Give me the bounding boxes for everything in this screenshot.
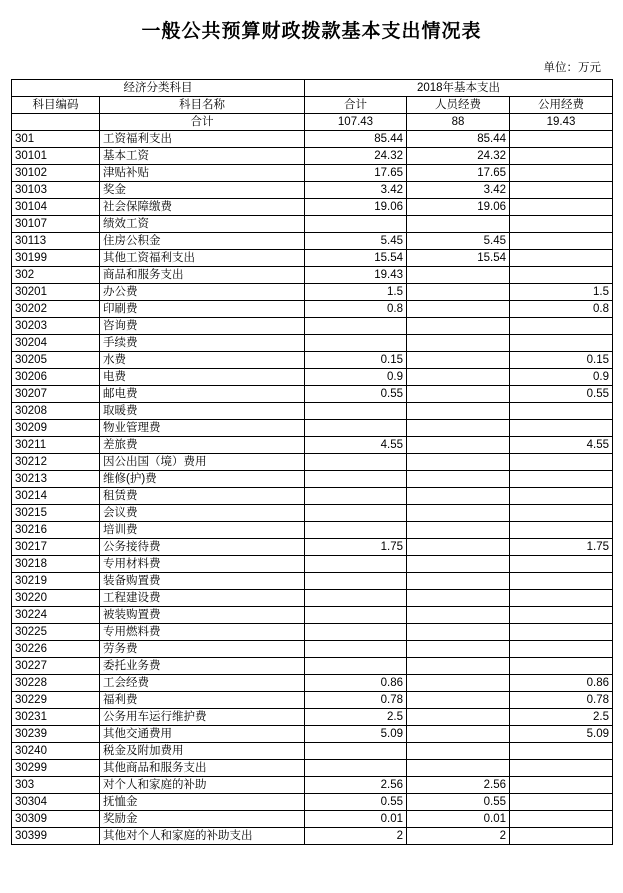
cell-name: 住房公积金: [100, 233, 305, 250]
cell-name: 税金及附加费用: [100, 743, 305, 760]
table-row: [12, 811, 613, 828]
cell-code: 30199: [12, 250, 100, 267]
cell-personnel: 2: [407, 828, 510, 845]
cell-personnel: [407, 624, 510, 641]
header-col-personnel: 人员经费: [407, 97, 510, 114]
cell-name: 印刷费: [100, 301, 305, 318]
cell-code: 30229: [12, 692, 100, 709]
cell-public: 0.9: [510, 369, 613, 386]
cell-total: 4.55: [305, 437, 407, 454]
cell-total: [305, 641, 407, 658]
cell-total: [305, 607, 407, 624]
cell-name: 邮电费: [100, 386, 305, 403]
cell-code: 30201: [12, 284, 100, 301]
cell-personnel: [407, 488, 510, 505]
cell-name: 电费: [100, 369, 305, 386]
cell-public: [510, 743, 613, 760]
cell-personnel: 24.32: [407, 148, 510, 165]
cell-total: 15.54: [305, 250, 407, 267]
cell-name: 其他工资福利支出: [100, 250, 305, 267]
cell-total: 0.55: [305, 794, 407, 811]
cell-public: 1.75: [510, 539, 613, 556]
cell-name: 会议费: [100, 505, 305, 522]
cell-total: 0.15: [305, 352, 407, 369]
cell-name: 租赁费: [100, 488, 305, 505]
cell-public: [510, 556, 613, 573]
cell-public: 0.86: [510, 675, 613, 692]
cell-name: 奖励金: [100, 811, 305, 828]
cell-name: 奖金: [100, 182, 305, 199]
cell-public: [510, 828, 613, 845]
cell-personnel: [407, 420, 510, 437]
cell-personnel: 85.44: [407, 131, 510, 148]
cell-public: 2.5: [510, 709, 613, 726]
cell-personnel: [407, 760, 510, 777]
cell-total: 0.55: [305, 386, 407, 403]
cell-code: 30399: [12, 828, 100, 845]
cell-public: 5.09: [510, 726, 613, 743]
cell-personnel: [407, 301, 510, 318]
cell-code: 30202: [12, 301, 100, 318]
cell-public: [510, 165, 613, 182]
cell-public: [510, 148, 613, 165]
table-header-column-row: [12, 97, 613, 114]
cell-name: 其他交通费用: [100, 726, 305, 743]
table-row: [12, 658, 613, 675]
table-row: [12, 641, 613, 658]
cell-total: [305, 624, 407, 641]
cell-public: [510, 182, 613, 199]
header-group-basic-expenditure-2018: 2018年基本支出: [305, 80, 613, 97]
table-row: [12, 743, 613, 760]
cell-public: [510, 590, 613, 607]
cell-name: 专用材料费: [100, 556, 305, 573]
cell-name: 福利费: [100, 692, 305, 709]
cell-total: 24.32: [305, 148, 407, 165]
cell-code: 303: [12, 777, 100, 794]
cell-code: 30218: [12, 556, 100, 573]
cell-public: [510, 267, 613, 284]
cell-personnel: [407, 692, 510, 709]
table-row: [12, 420, 613, 437]
table-body: [12, 114, 613, 845]
cell-total: [305, 318, 407, 335]
cell-total: 17.65: [305, 165, 407, 182]
table-row: [12, 369, 613, 386]
cell-code: 30215: [12, 505, 100, 522]
cell-code: 30208: [12, 403, 100, 420]
cell-code: 30226: [12, 641, 100, 658]
cell-public: [510, 420, 613, 437]
cell-name: 商品和服务支出: [100, 267, 305, 284]
cell-total: 3.42: [305, 182, 407, 199]
cell-name: 抚恤金: [100, 794, 305, 811]
cell-total: 2.56: [305, 777, 407, 794]
cell-personnel: [407, 454, 510, 471]
cell-name: 津贴补贴: [100, 165, 305, 182]
header-col-name: 科目名称: [100, 97, 305, 114]
table-row: [12, 216, 613, 233]
cell-code: 30213: [12, 471, 100, 488]
cell-public: [510, 811, 613, 828]
cell-total: 1.75: [305, 539, 407, 556]
cell-code: 30211: [12, 437, 100, 454]
cell-public: 0.15: [510, 352, 613, 369]
table-row: [12, 539, 613, 556]
cell-code: 30304: [12, 794, 100, 811]
cell-code: [12, 114, 100, 131]
cell-name: 工会经费: [100, 675, 305, 692]
cell-public: [510, 131, 613, 148]
cell-code: 30224: [12, 607, 100, 624]
cell-total: [305, 454, 407, 471]
cell-personnel: [407, 709, 510, 726]
table-row: [12, 182, 613, 199]
cell-total: 5.45: [305, 233, 407, 250]
cell-public: [510, 607, 613, 624]
cell-name: 培训费: [100, 522, 305, 539]
cell-code: 30299: [12, 760, 100, 777]
header-group-economic-category: 经济分类科目: [12, 80, 305, 97]
cell-code: 30214: [12, 488, 100, 505]
cell-total: 107.43: [305, 114, 407, 131]
cell-total: [305, 743, 407, 760]
table-row: [12, 522, 613, 539]
budget-table: [11, 79, 613, 845]
cell-personnel: [407, 522, 510, 539]
table-row: [12, 114, 613, 131]
cell-name: 委托业务费: [100, 658, 305, 675]
header-col-total: 合计: [305, 97, 407, 114]
table-header: [12, 80, 613, 114]
cell-public: [510, 318, 613, 335]
table-row: [12, 148, 613, 165]
cell-personnel: [407, 335, 510, 352]
cell-public: [510, 471, 613, 488]
cell-public: [510, 760, 613, 777]
cell-personnel: 2.56: [407, 777, 510, 794]
cell-personnel: [407, 318, 510, 335]
cell-personnel: [407, 267, 510, 284]
cell-total: [305, 335, 407, 352]
table-row: [12, 267, 613, 284]
table-row: [12, 777, 613, 794]
cell-personnel: [407, 607, 510, 624]
cell-personnel: 88: [407, 114, 510, 131]
table-row: [12, 760, 613, 777]
cell-public: [510, 794, 613, 811]
cell-public: [510, 335, 613, 352]
cell-code: 30103: [12, 182, 100, 199]
cell-public: [510, 250, 613, 267]
cell-name: 合计: [100, 114, 305, 131]
cell-name: 装备购置费: [100, 573, 305, 590]
cell-personnel: [407, 369, 510, 386]
cell-name: 工程建设费: [100, 590, 305, 607]
cell-personnel: 0.55: [407, 794, 510, 811]
cell-public: [510, 488, 613, 505]
table-row: [12, 403, 613, 420]
table-row: [12, 675, 613, 692]
cell-name: 咨询费: [100, 318, 305, 335]
cell-name: 公务用车运行维护费: [100, 709, 305, 726]
table-row: [12, 709, 613, 726]
cell-code: 30205: [12, 352, 100, 369]
cell-public: 19.43: [510, 114, 613, 131]
cell-public: 1.5: [510, 284, 613, 301]
cell-code: 30220: [12, 590, 100, 607]
cell-name: 专用燃料费: [100, 624, 305, 641]
cell-code: 301: [12, 131, 100, 148]
cell-code: 302: [12, 267, 100, 284]
cell-code: 30102: [12, 165, 100, 182]
cell-total: 0.8: [305, 301, 407, 318]
cell-personnel: [407, 386, 510, 403]
cell-total: 1.5: [305, 284, 407, 301]
cell-public: [510, 454, 613, 471]
table-row: [12, 131, 613, 148]
cell-name: 取暖费: [100, 403, 305, 420]
table-row: [12, 505, 613, 522]
cell-personnel: [407, 641, 510, 658]
cell-public: 4.55: [510, 437, 613, 454]
table-row: [12, 828, 613, 845]
cell-name: 因公出国（境）费用: [100, 454, 305, 471]
header-col-public: 公用经费: [510, 97, 613, 114]
cell-public: 0.8: [510, 301, 613, 318]
table-row: [12, 556, 613, 573]
table-row: [12, 437, 613, 454]
cell-total: [305, 658, 407, 675]
unit-note: 单位：万元: [543, 62, 601, 74]
cell-personnel: [407, 539, 510, 556]
cell-code: 30206: [12, 369, 100, 386]
cell-personnel: [407, 675, 510, 692]
cell-total: [305, 556, 407, 573]
cell-code: 30239: [12, 726, 100, 743]
cell-public: [510, 199, 613, 216]
cell-personnel: [407, 743, 510, 760]
cell-name: 维修(护)费: [100, 471, 305, 488]
table-row: [12, 199, 613, 216]
cell-personnel: [407, 437, 510, 454]
cell-code: 30203: [12, 318, 100, 335]
cell-name: 对个人和家庭的补助: [100, 777, 305, 794]
cell-code: 30217: [12, 539, 100, 556]
cell-personnel: 17.65: [407, 165, 510, 182]
cell-total: 19.43: [305, 267, 407, 284]
cell-code: 30228: [12, 675, 100, 692]
cell-public: [510, 233, 613, 250]
cell-code: 30101: [12, 148, 100, 165]
cell-personnel: [407, 726, 510, 743]
cell-personnel: [407, 505, 510, 522]
table-row: [12, 284, 613, 301]
cell-personnel: 5.45: [407, 233, 510, 250]
cell-code: 30209: [12, 420, 100, 437]
table-row: [12, 624, 613, 641]
table-row: [12, 471, 613, 488]
cell-code: 30309: [12, 811, 100, 828]
cell-public: [510, 505, 613, 522]
cell-total: [305, 471, 407, 488]
cell-code: 30216: [12, 522, 100, 539]
cell-code: 30207: [12, 386, 100, 403]
cell-personnel: [407, 573, 510, 590]
cell-total: 0.9: [305, 369, 407, 386]
table-row: [12, 301, 613, 318]
table-row: [12, 165, 613, 182]
cell-public: [510, 216, 613, 233]
cell-personnel: [407, 658, 510, 675]
cell-code: 30225: [12, 624, 100, 641]
cell-name: 办公费: [100, 284, 305, 301]
table-row: [12, 726, 613, 743]
cell-total: 2.5: [305, 709, 407, 726]
document-page: [0, 10, 623, 893]
cell-public: 0.55: [510, 386, 613, 403]
table-row: [12, 250, 613, 267]
table-row: [12, 386, 613, 403]
cell-personnel: 0.01: [407, 811, 510, 828]
cell-name: 劳务费: [100, 641, 305, 658]
page-title: 一般公共预算财政拨款基本支出情况表: [141, 21, 482, 42]
cell-total: [305, 573, 407, 590]
cell-total: [305, 590, 407, 607]
table-row: [12, 335, 613, 352]
cell-total: 0.01: [305, 811, 407, 828]
cell-total: [305, 505, 407, 522]
cell-personnel: 15.54: [407, 250, 510, 267]
cell-name: 基本工资: [100, 148, 305, 165]
cell-code: 30240: [12, 743, 100, 760]
cell-public: [510, 573, 613, 590]
table-row: [12, 590, 613, 607]
cell-public: [510, 624, 613, 641]
table-row: [12, 233, 613, 250]
cell-name: 差旅费: [100, 437, 305, 454]
cell-total: [305, 403, 407, 420]
cell-code: 30231: [12, 709, 100, 726]
table-header-group-row: [12, 80, 613, 97]
cell-public: [510, 777, 613, 794]
table-row: [12, 794, 613, 811]
cell-code: 30204: [12, 335, 100, 352]
cell-code: 30227: [12, 658, 100, 675]
cell-total: 0.86: [305, 675, 407, 692]
cell-personnel: [407, 471, 510, 488]
cell-code: 30219: [12, 573, 100, 590]
table-row: [12, 454, 613, 471]
cell-personnel: [407, 284, 510, 301]
cell-total: 85.44: [305, 131, 407, 148]
cell-name: 手续费: [100, 335, 305, 352]
cell-personnel: [407, 556, 510, 573]
cell-personnel: 3.42: [407, 182, 510, 199]
cell-total: 2: [305, 828, 407, 845]
cell-name: 工资福利支出: [100, 131, 305, 148]
table-row: [12, 607, 613, 624]
cell-personnel: [407, 590, 510, 607]
cell-name: 水费: [100, 352, 305, 369]
cell-public: [510, 522, 613, 539]
cell-code: 30212: [12, 454, 100, 471]
cell-total: [305, 488, 407, 505]
table-row: [12, 573, 613, 590]
cell-name: 物业管理费: [100, 420, 305, 437]
cell-name: 其他商品和服务支出: [100, 760, 305, 777]
cell-code: 30107: [12, 216, 100, 233]
cell-code: 30113: [12, 233, 100, 250]
cell-code: 30104: [12, 199, 100, 216]
table-row: [12, 318, 613, 335]
table-row: [12, 692, 613, 709]
cell-total: 5.09: [305, 726, 407, 743]
cell-name: 社会保障缴费: [100, 199, 305, 216]
cell-personnel: [407, 216, 510, 233]
cell-public: [510, 641, 613, 658]
cell-public: 0.78: [510, 692, 613, 709]
cell-personnel: 19.06: [407, 199, 510, 216]
cell-total: 0.78: [305, 692, 407, 709]
cell-name: 公务接待费: [100, 539, 305, 556]
cell-name: 被装购置费: [100, 607, 305, 624]
header-col-code: 科目编码: [12, 97, 100, 114]
cell-total: [305, 760, 407, 777]
cell-personnel: [407, 403, 510, 420]
cell-total: [305, 216, 407, 233]
table-row: [12, 352, 613, 369]
cell-name: 绩效工资: [100, 216, 305, 233]
cell-public: [510, 658, 613, 675]
cell-personnel: [407, 352, 510, 369]
cell-total: 19.06: [305, 199, 407, 216]
cell-total: [305, 420, 407, 437]
cell-total: [305, 522, 407, 539]
table-row: [12, 488, 613, 505]
cell-name: 其他对个人和家庭的补助支出: [100, 828, 305, 845]
cell-public: [510, 403, 613, 420]
